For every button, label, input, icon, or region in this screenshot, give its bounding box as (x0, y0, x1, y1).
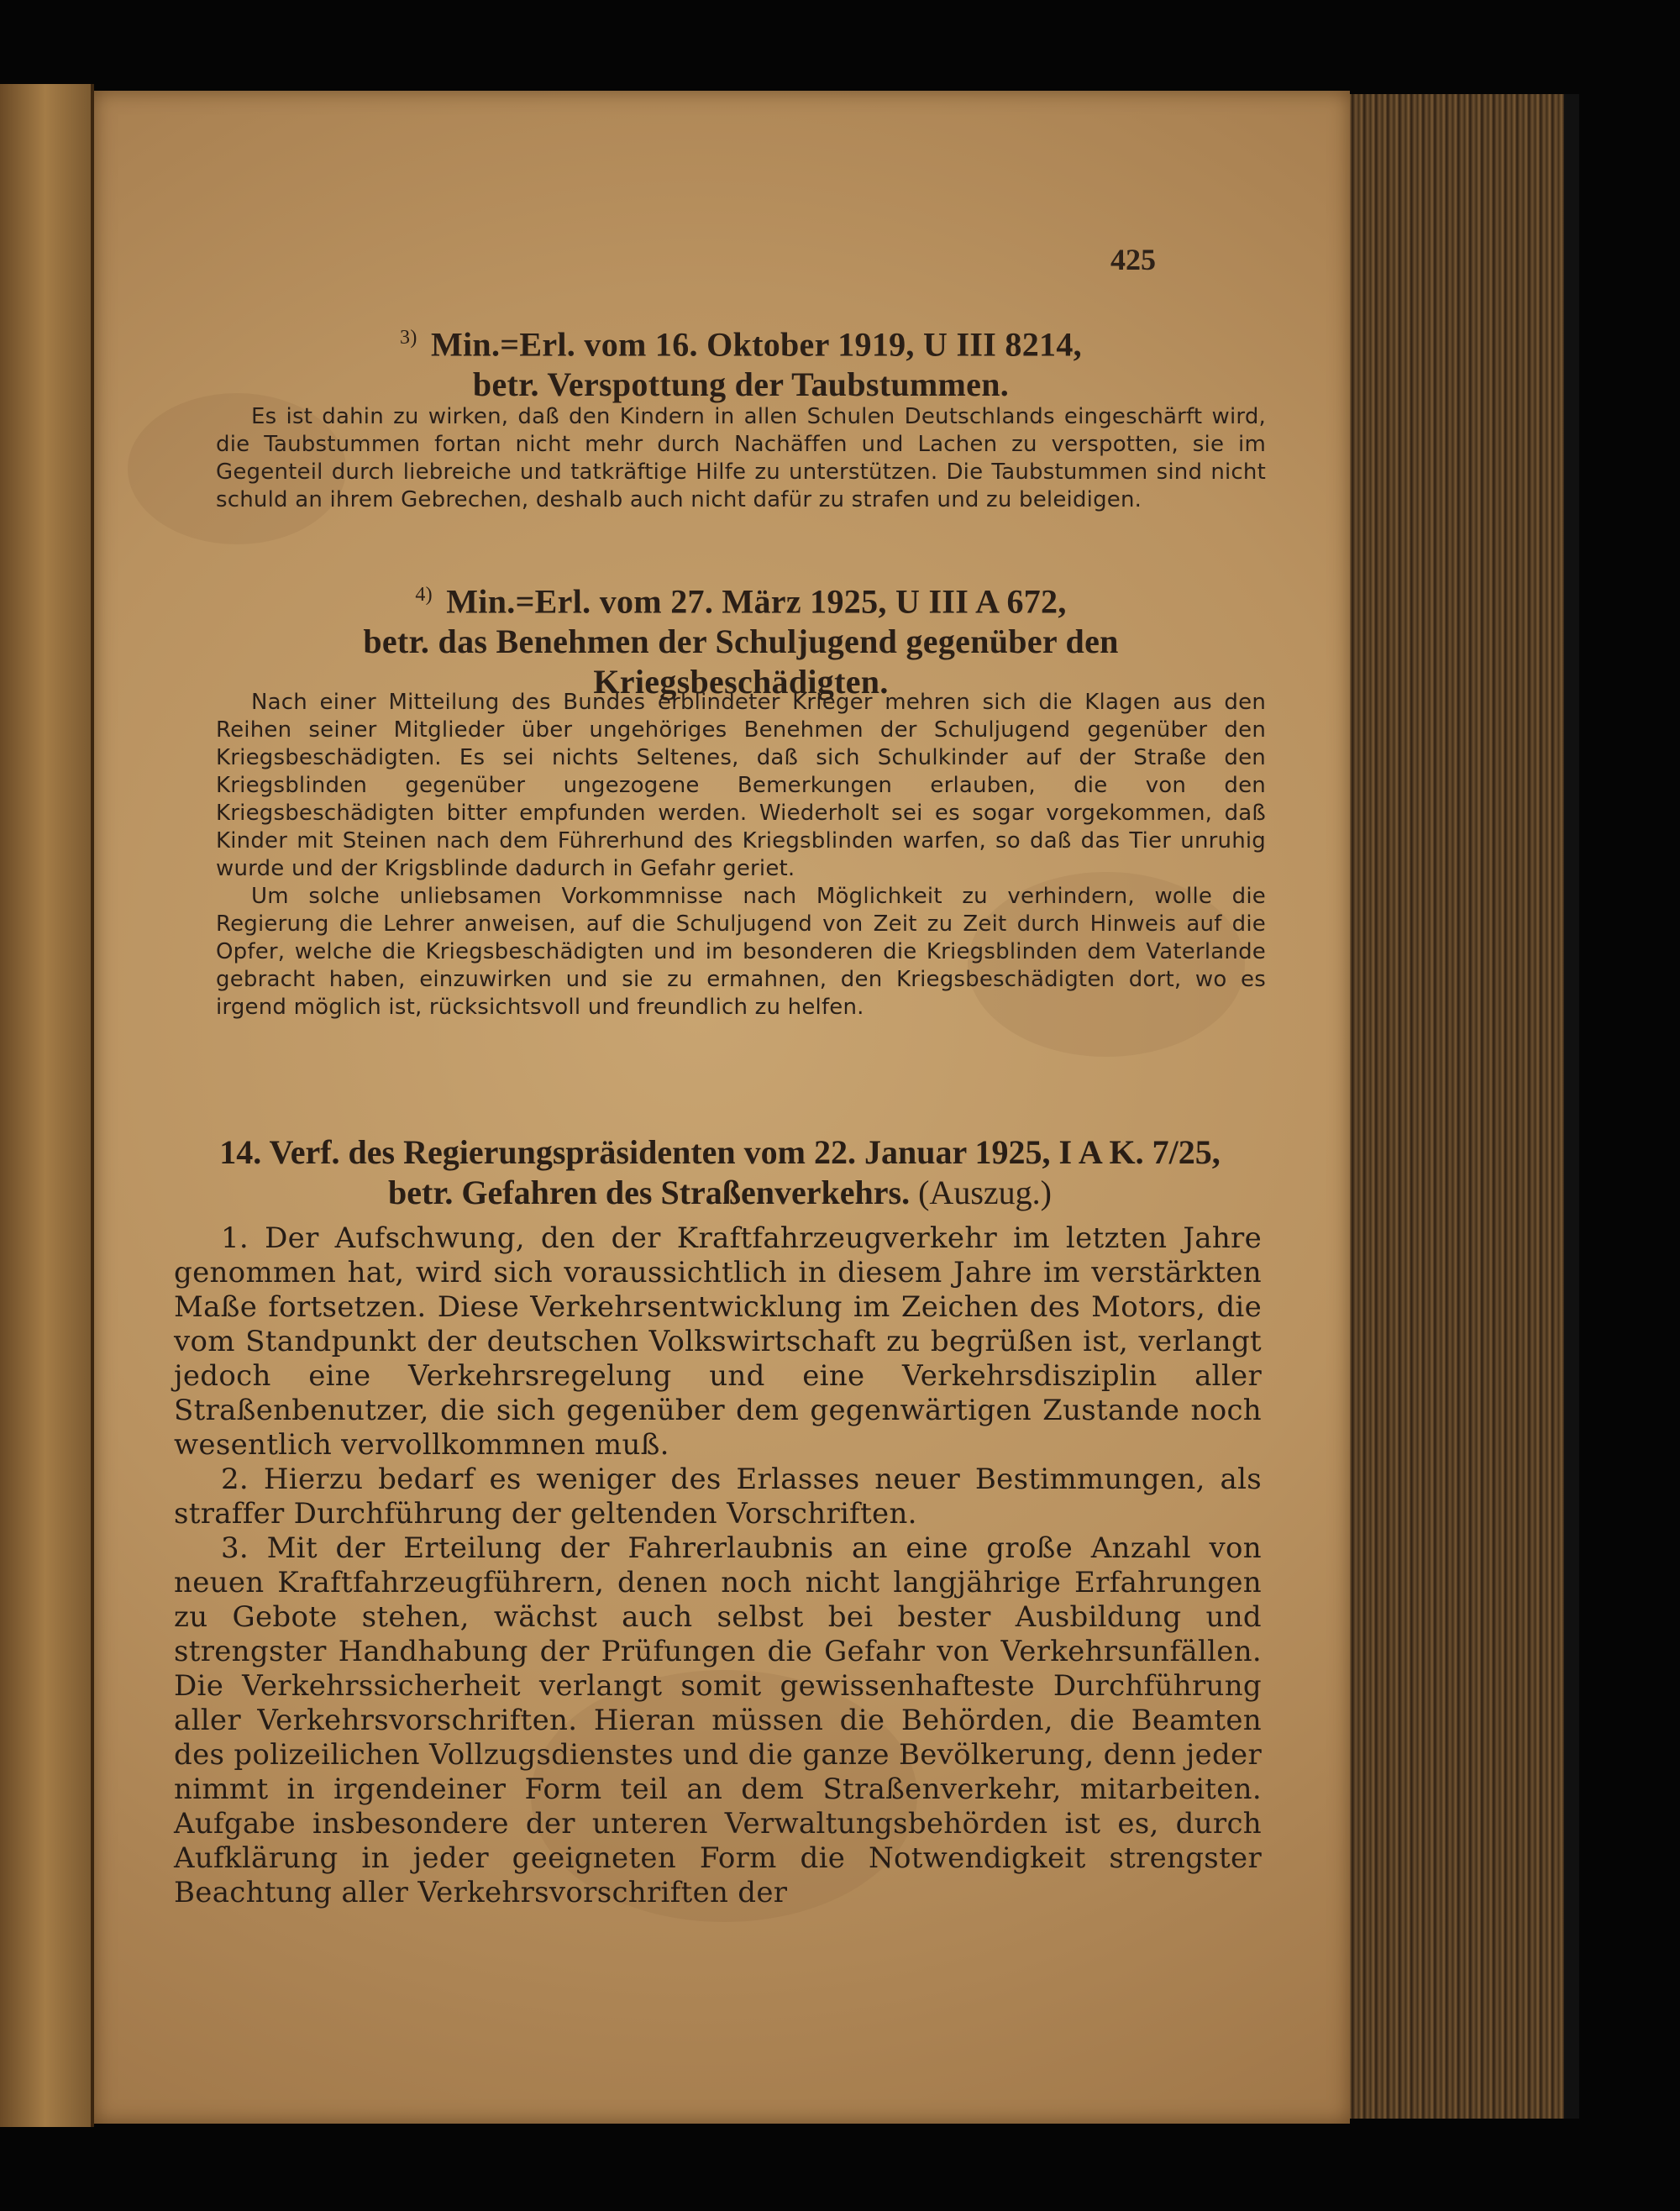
section-14-title (178, 1132, 1262, 1213)
section-14-paragraph-2: 2. Hierzu bedarf es weniger des Erlasses neuer Bestimmungen, als straffer Durchführung der geltenden Vorschriften. (174, 1463, 1262, 1531)
section-4-paragraph-2: Um solche unliebsamen Vorkommnisse nach Möglichkeit zu verhindern, wolle die Regierung die Lehrer anweisen, auf die Schuljugend von Zeit zu Zeit durch Hinweis auf die Opfer, welche die Kriegsbeschädigten und im besonderen die Kriegsblinden dem Vaterlande gebracht haben, einzuwirken und sie zu ermahnen, den Kriegsbeschädigten dort, wo es irgend möglich ist, rücksichtsvoll und freundlich zu helfen. (216, 884, 1266, 1020)
book-page-edges (1344, 94, 1579, 2119)
left-page-edge (0, 84, 94, 2127)
section-4-body (216, 689, 1266, 1021)
section-4-title (216, 575, 1266, 702)
section-3-title-line-2: betr. Verspottung der Taubstummen. (472, 365, 1010, 404)
page-number: 425 (1110, 243, 1156, 276)
section-4-paragraph-1: Nach einer Mitteilung des Bundes erblindeter Krieger mehren sich die Klagen aus den Reihen seiner Mitglieder über ungehöriges Benehmen der Schuljugend gegenüber den Kriegsbeschädigten. Es sei nichts Seltenes, daß sich Schulkinder auf der Straße den Kriegsblinden gegenüber ungezogene Bemerkungen erlauben, die von den Kriegsbeschädigten bitter empfunden werden. Wiederholt sei es sogar vorgekommen, daß Kinder mit Steinen nach dem Führerhund des Kriegsblinden warfen, so daß das Tier unruhig wurde und der Krigsblinde dadurch in Gefahr geriet. (216, 690, 1266, 881)
section-3-title (216, 318, 1266, 405)
section-4-marker: 4) (415, 584, 433, 606)
section-3-paragraph: Es ist dahin zu wirken, daß den Kindern in allen Schulen Deutschlands eingeschärft wird, die Taubstummen fortan nicht mehr durch Nachäffen und Lachen zu verspotten, sie im Gegenteil durch liebreiche und tatkräftige Hilfe zu unterstützen. Die Taubstummen sind nicht schuld an ihrem Gebrechen, deshalb auch nicht dafür zu strafen und zu beleidigen. (216, 404, 1266, 512)
section-14-paragraph-1: 1. Der Aufschwung, den der Kraftfahrzeugverkehr im letzten Jahre genommen hat, wird sich voraussichtlich in diesem Jahre im verstärkten Maße fortsetzen. Diese Verkehrsentwicklung im Zeichen des Motors, die vom Standpunkt der deutschen Volkswirtschaft zu begrüßen ist, verlangt jedoch eine Verkehrsregelung und eine Verkehrsdisziplin aller Straßenbenutzer, die sich gegenüber dem gegenwärtigen Zustande noch wesentlich vervollkommnen muß. (174, 1221, 1262, 1462)
section-14-paragraph-3: 3. Mit der Erteilung der Fahrerlaubnis an eine große Anzahl von neuen Kraftfahrzeugführern, denen noch nicht langjährige Erfahrungen zu Gebote stehen, wächst auch selbst bei bester Ausbildung und strengster Handhabung der Prüfungen die Gefahr von Verkehrsunfällen. Die Verkehrssicherheit verlangt somit gewissenhafteste Durchführung aller Verkehrsvorschriften. Hieran müssen die Behörden, die Beamten des polizeilichen Vollzugsdienstes und die ganze Bevölkerung, denn jeder nimmt in irgendeiner Form teil an dem Straßenverkehr, mitarbeiten. Aufgabe insbesondere der unteren Verwaltungsbehörden ist es, durch Aufklärung in jeder geeigneten Form die Notwendigkeit strengster Beachtung aller Verkehrsvorschriften der (174, 1531, 1262, 1909)
section-14-body (174, 1221, 1262, 1910)
book-page (94, 91, 1350, 2124)
section-14-title-line-1: 14. Verf. des Regierungspräsidenten vom 22. Januar 1925, I A K. 7/25, (219, 1133, 1221, 1171)
section-4-title-line-3: Kriegsbeschädigten. (593, 663, 889, 701)
section-14-title-line-2-plain: (Auszug.) (918, 1174, 1052, 1211)
section-4-title-line-1: Min.=Erl. vom 27. März 1925, U III A 672, (446, 582, 1067, 621)
section-3-title-line-1: Min.=Erl. vom 16. Oktober 1919, U III 8214, (430, 325, 1082, 364)
section-3-body (216, 403, 1266, 514)
section-14-title-line-2-bold: betr. Gefahren des Straßenverkehrs. (388, 1174, 911, 1211)
section-4-title-line-2: betr. das Benehmen der Schuljugend gegenüber den (363, 622, 1119, 661)
section-3-marker: 3) (400, 327, 417, 349)
